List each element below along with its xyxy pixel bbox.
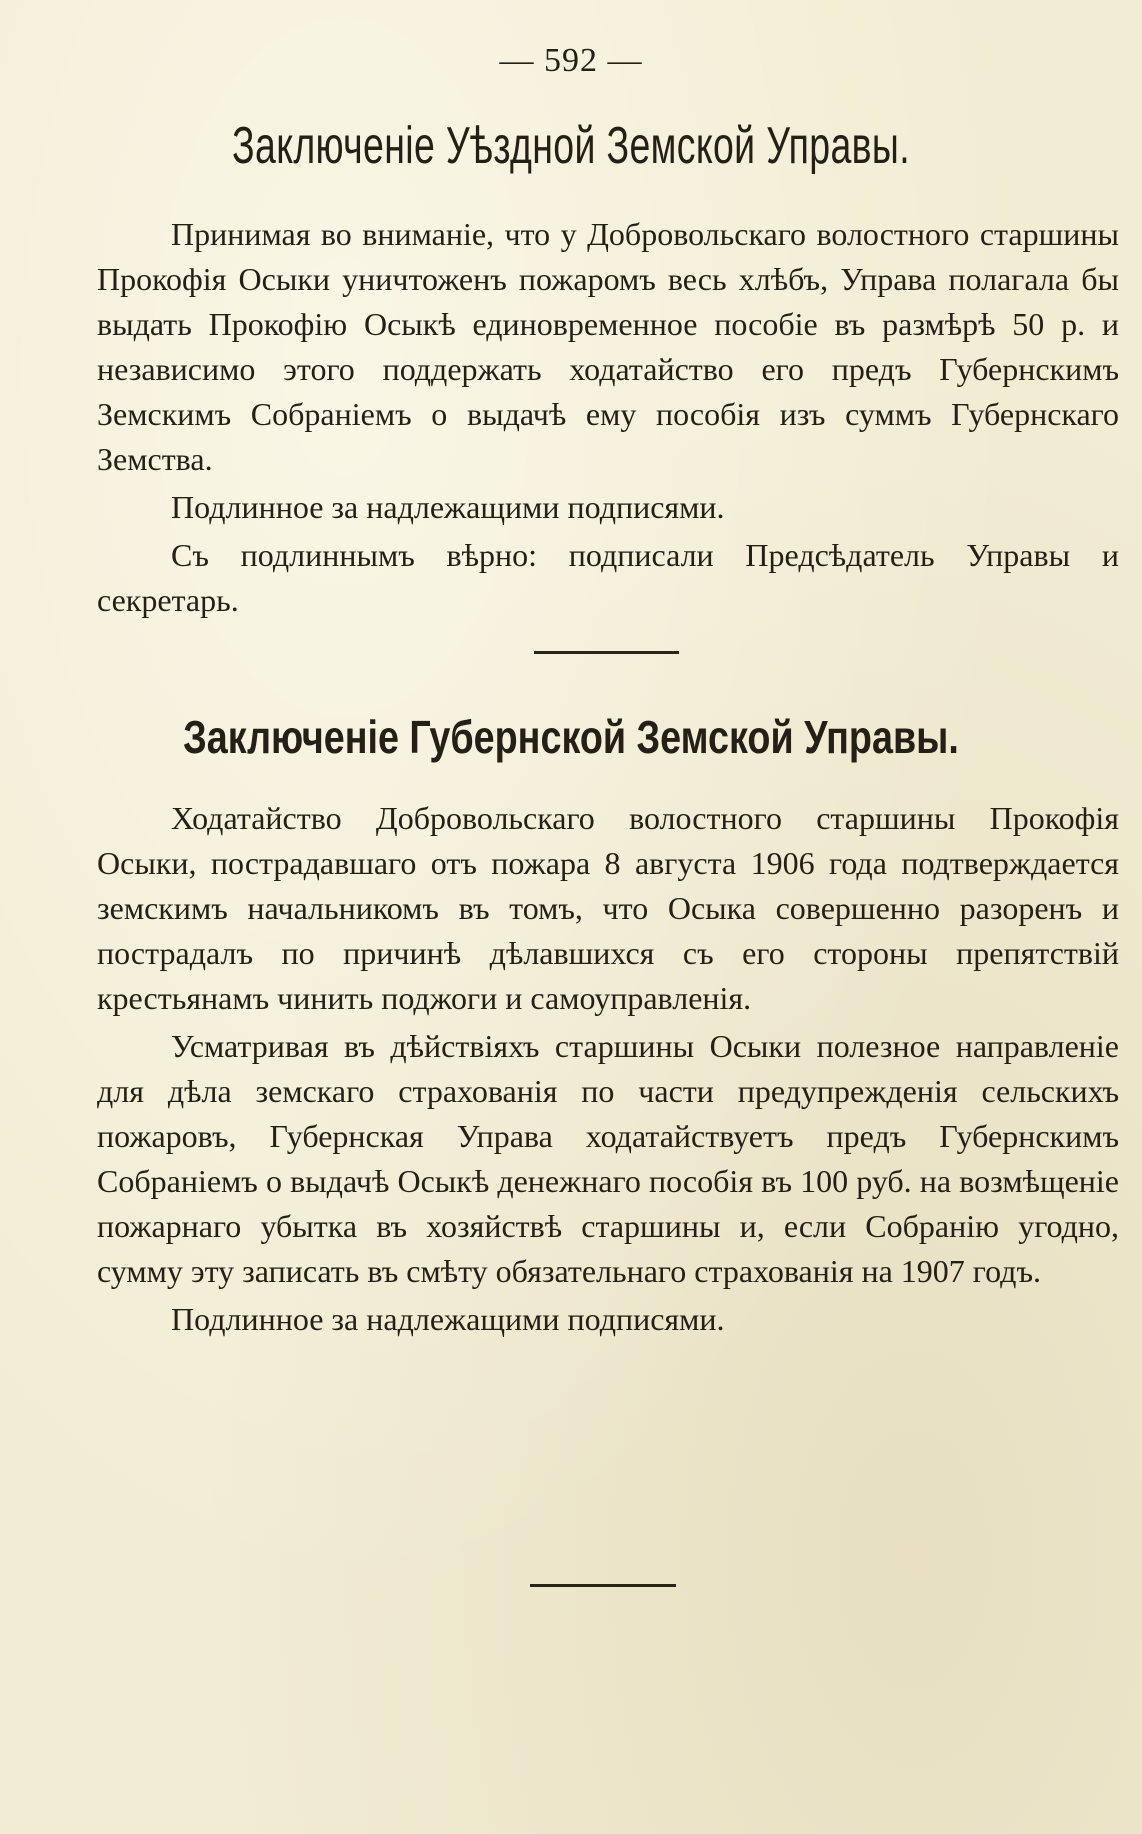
provincial-paragraph-1: Ходатайство Добровольскаго волостного старшины Прокофія Осыки, пострадавшаго отъ пожара 8 августа 1906 года подтверждается земскимъ начальникомъ въ томъ, что Осыка совершенно разоренъ и пострадалъ по причинѣ дѣлавшихся съ его стороны препятствій крестьянамъ чинить поджоги и самоуправленія.	[97, 800, 1119, 1016]
section-divider-top	[534, 651, 679, 654]
provincial-conclusion-body	[97, 796, 1119, 1345]
provincial-conclusion-title: Заключеніе Губернской Земской Управы.	[183, 711, 959, 763]
page-number: — 592 —	[499, 42, 643, 79]
district-conclusion-title: Заключеніе Уѣздной Земской Управы.	[232, 117, 910, 175]
district-paragraph-3: Съ подлиннымъ вѣрно: подписали Предсѣдатель Управы и секретарь.	[97, 537, 1119, 618]
provincial-paragraph-2: Усматривая въ дѣйствіяхъ старшины Осыки полезное направленіе для дѣла земскаго страхованія по части предупрежденія сельскихъ пожаровъ, Губернская Управа ходатайствуетъ предъ Губернскимъ Собраніемъ о выдачѣ Осыкѣ денежнаго пособія въ 100 руб. на возмѣщеніе пожарнаго убытка въ хозяйствѣ старшины и, если Собранію угодно, сумму эту записать въ смѣту обязательнаго страхованія на 1907 годъ.	[97, 1028, 1119, 1289]
district-paragraph-2: Подлинное за надлежащими подписями.	[171, 489, 725, 525]
district-conclusion-body	[97, 212, 1119, 626]
provincial-paragraph-3: Подлинное за надлежащими подписями.	[171, 1301, 725, 1337]
district-paragraph-1: Принимая во вниманіе, что у Добровольскаго волостного старшины Прокофія Осыки уничтоженъ пожаромъ весь хлѣбъ, Управа полагала бы выдать Прокофію Осыкѣ единовременное пособіе въ размѣрѣ 50 р. и независимо этого поддержать ходатайство его предъ Губернскимъ Земскимъ Собраніемъ о выдачѣ ему пособія изъ суммъ Губернскаго Земства.	[97, 216, 1119, 477]
section-divider-bottom	[530, 1584, 676, 1587]
